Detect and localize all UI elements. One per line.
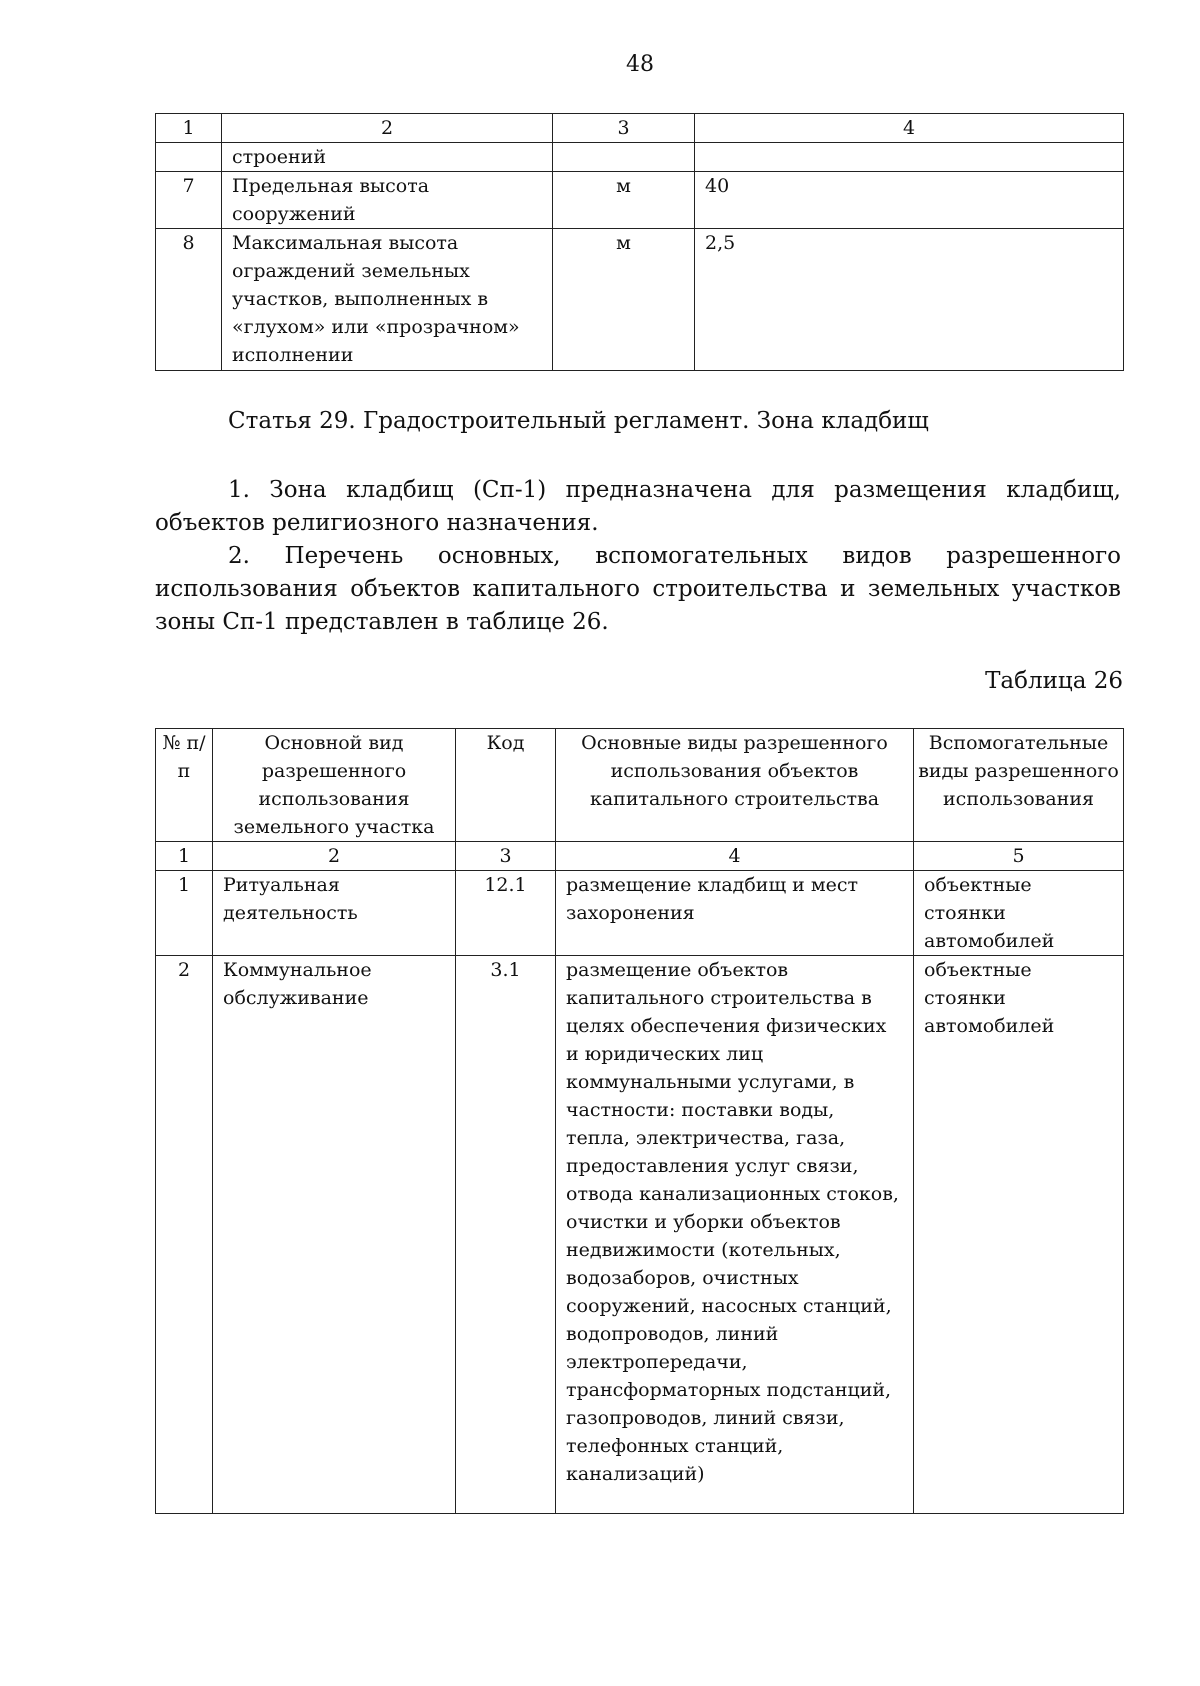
- parameter-name: Максимальная высота ограждений земельных участков, выполненных в «глухом» или «прозрачном» исполнении: [222, 229, 553, 371]
- aux-uses: объектные стоянки автомобилей: [914, 871, 1124, 956]
- paragraph-2: 2. Перечень основных, вспомогательных видов разрешенного использования объектов капитального строительства и земельных участков зоны Сп-1 представлен в таблице 26.: [155, 543, 1121, 635]
- column-number-row: [156, 114, 1124, 143]
- code: 12.1: [456, 871, 556, 956]
- table-row: [156, 229, 1124, 371]
- value: 2,5: [695, 229, 1124, 371]
- header-row: [156, 729, 1124, 842]
- unit: [553, 143, 695, 172]
- land-use-type: Ритуальная деятельность: [213, 871, 456, 956]
- value: 40: [695, 172, 1124, 229]
- row-number: 8: [156, 229, 222, 371]
- table-26: [155, 728, 1124, 1514]
- column-number-row: [156, 842, 1124, 871]
- row-number: 1: [156, 871, 213, 956]
- column-number: 2: [222, 114, 553, 143]
- header-num: № п/п: [156, 729, 213, 842]
- row-number: [156, 143, 222, 172]
- header-aux-uses: Вспомогательные виды разрешенного использования: [914, 729, 1124, 842]
- paragraph-1: 1. Зона кладбищ (Сп-1) предназначена для размещения кладбищ, объектов религиозного назначения.: [155, 477, 1121, 536]
- row-number: 2: [156, 956, 213, 1514]
- value: [695, 143, 1124, 172]
- article-heading: Статья 29. Градостроительный регламент. Зона кладбищ: [228, 408, 929, 434]
- previous-table-continuation: [155, 113, 1124, 371]
- parameter-name: Предельная высота сооружений: [222, 172, 553, 229]
- unit: м: [553, 229, 695, 371]
- land-use-type: Коммунальное обслуживание: [213, 956, 456, 1514]
- column-number: 2: [213, 842, 456, 871]
- table-row: [156, 871, 1124, 956]
- table-row: [156, 143, 1124, 172]
- aux-uses: объектные стоянки автомобилей: [914, 956, 1124, 1514]
- header-code: Код: [456, 729, 556, 842]
- main-uses: размещение кладбищ и мест захоронения: [556, 871, 914, 956]
- row-number: 7: [156, 172, 222, 229]
- column-number: 3: [456, 842, 556, 871]
- header-main-uses: Основные виды разрешенного использования объектов капитального строительства: [556, 729, 914, 842]
- code: 3.1: [456, 956, 556, 1514]
- main-uses: размещение объектов капитального строительства в целях обеспечения физических и юридических лиц коммунальными услугами, в частности: поставки воды, тепла, электричества, газа, предоставления услуг связи, отвода канализационных стоков, очистки и уборки объектов недвижимости (котельных, водозаборов, очистных сооружений, насосных станций, водопроводов, линий электропередачи, трансформаторных подстанций, газопроводов, линий связи, телефонных станций, канализаций): [556, 956, 914, 1514]
- column-number: 4: [695, 114, 1124, 143]
- table-caption: Таблица 26: [985, 668, 1123, 694]
- table-row: [156, 172, 1124, 229]
- page-number: 48: [626, 52, 654, 77]
- parameter-name: строений: [222, 143, 553, 172]
- column-number: 1: [156, 114, 222, 143]
- column-number: 4: [556, 842, 914, 871]
- column-number: 5: [914, 842, 1124, 871]
- header-land-use-type: Основной вид разрешенного использования земельного участка: [213, 729, 456, 842]
- column-number: 3: [553, 114, 695, 143]
- table-row: [156, 956, 1124, 1514]
- column-number: 1: [156, 842, 213, 871]
- unit: м: [553, 172, 695, 229]
